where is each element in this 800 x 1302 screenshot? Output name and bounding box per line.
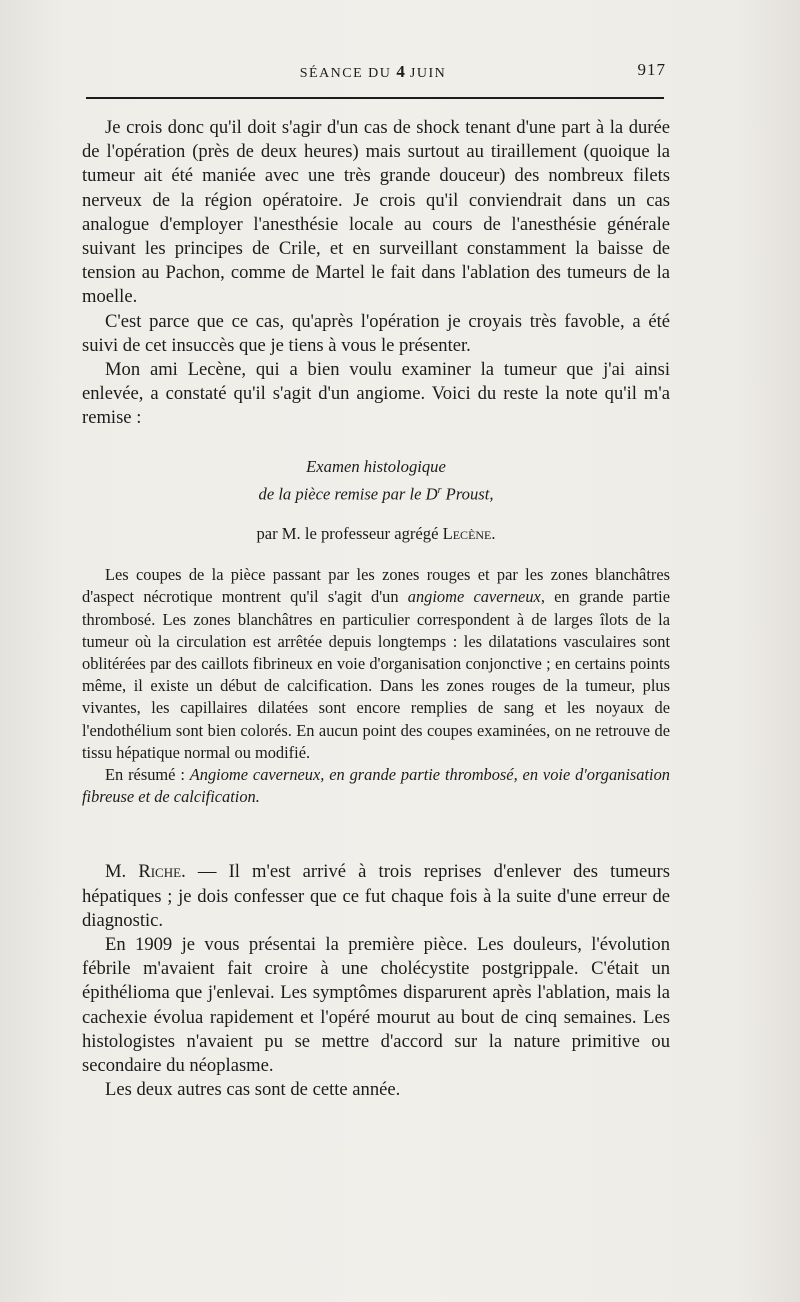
- exam-resume-label: En résumé :: [105, 765, 190, 784]
- running-head-day: 4: [396, 62, 405, 81]
- paragraph-riche-1: [82, 860, 670, 933]
- page-number: 917: [637, 60, 666, 79]
- exam-title-line1: Examen histologique: [306, 456, 446, 476]
- exam-body-emphasis: angiome caverneux: [407, 587, 541, 607]
- paragraph-riche-1-text: . — Il m'est arrivé à trois reprises d'enlever des tumeurs hépatiques ; je dois confesser que ce fut chaque fois à la suite d'une erreur de diagnostic.: [82, 861, 670, 931]
- exam-title-sup: r: [437, 484, 442, 496]
- exam-resume: [82, 764, 670, 808]
- running-head: [80, 62, 666, 82]
- exam-title-line2: [82, 479, 670, 507]
- exam-author-prefix: par M. le professeur agrégé: [256, 524, 443, 544]
- exam-author-name: Lecène: [442, 524, 492, 544]
- speaker-prefix: M.: [105, 861, 139, 883]
- page-header: [80, 58, 666, 84]
- paragraph-insucces: C'est parce que ce cas, qu'après l'opération je croyais très favoble, a été suivi de cet insuccès que je tiens à vous le présenter.: [82, 310, 670, 356]
- body-text: [82, 116, 670, 1102]
- exam-resume-text: Angiome caverneux, en grande partie thrombosé, en voie d'organisation fibreuse et de calcification.: [82, 765, 670, 807]
- exam-title-name: Proust,: [441, 484, 494, 504]
- paragraph-lecene: Mon ami Lecène, qui a bien voulu examiner la tumeur que j'ai ainsi enlevée, a constaté qu'il s'agit d'un angiome. Voici du reste la note qu'il m'a remise :: [82, 359, 670, 429]
- spacer: [82, 808, 670, 860]
- exam-body-text-b: , en grande partie thrombosé. Les zones blanchâtres en particulier correspondent à de larges îlots de la tumeur où la circulation est arrêtée depuis longtemps : les dilatations vasculaires sont oblitérées par des caillots fibrineux en voie d'organisation conjonctive ; en certains points même, il existe un début de calcification. Dans les zones rouges de la tumeur, plus vivantes, les capillaires dilatées sont encore remplies de sang et les noyaux de l'endothélium sont bien colorés. En aucun point des coupes examinées, on ne retrouve de tissu hépatique normal ou modifié.: [82, 587, 670, 762]
- spacer: [82, 431, 670, 455]
- running-head-suffix: JUIN: [404, 66, 447, 81]
- paragraph-riche-3: Les deux autres cas sont de cette année.: [105, 1079, 401, 1101]
- exam-title-text: de la pièce remise par le D: [258, 484, 438, 504]
- paragraph-shock: Je crois donc qu'il doit s'agir d'un cas de shock tenant d'une part à la durée de l'opération (près de deux heures) mais surtout au tiraillement (quoique la tumeur ait été maniée avec une très grande douceur) des nombreux filets nerveux de la région opératoire. Je crois qu'il conviendrait dans un cas analogue d'employer l'anesthésie locale au cours de l'anesthésie générale suivant les principes de Crile, et en surveillant constamment la baisse de tension au Pachon, comme de Martel le fait dans l'ablation des tumeurs de la moelle.: [82, 117, 670, 308]
- speaker-name: Riche: [138, 861, 182, 883]
- exam-author-suffix: .: [491, 524, 496, 544]
- exam-author: [82, 522, 670, 546]
- header-rule: [86, 97, 664, 99]
- spacer: [82, 546, 670, 564]
- exam-body: [82, 564, 670, 764]
- running-head-prefix: SÉANCE DU: [299, 66, 397, 81]
- exam-body-text-a: Les coupes de la pièce passant par les zones rouges et par les zones blanchâtres d'aspect nécrotique montrent qu'il s'agit d'un: [82, 565, 670, 607]
- paragraph-riche-2: En 1909 je vous présentai la première pièce. Les douleurs, l'évolution fébrile m'avaient fait croire à une cholécystite postgrippale. C'était un épithélioma que j'enlevai. Les symptômes disparurent après l'ablation, mais la cachexie évolua rapidement et l'opéré mourut au bout de cinq semaines. Les histologistes n'avaient pu se mettre d'accord sur la nature primitive ou secondaire du néoplasme.: [82, 934, 670, 1077]
